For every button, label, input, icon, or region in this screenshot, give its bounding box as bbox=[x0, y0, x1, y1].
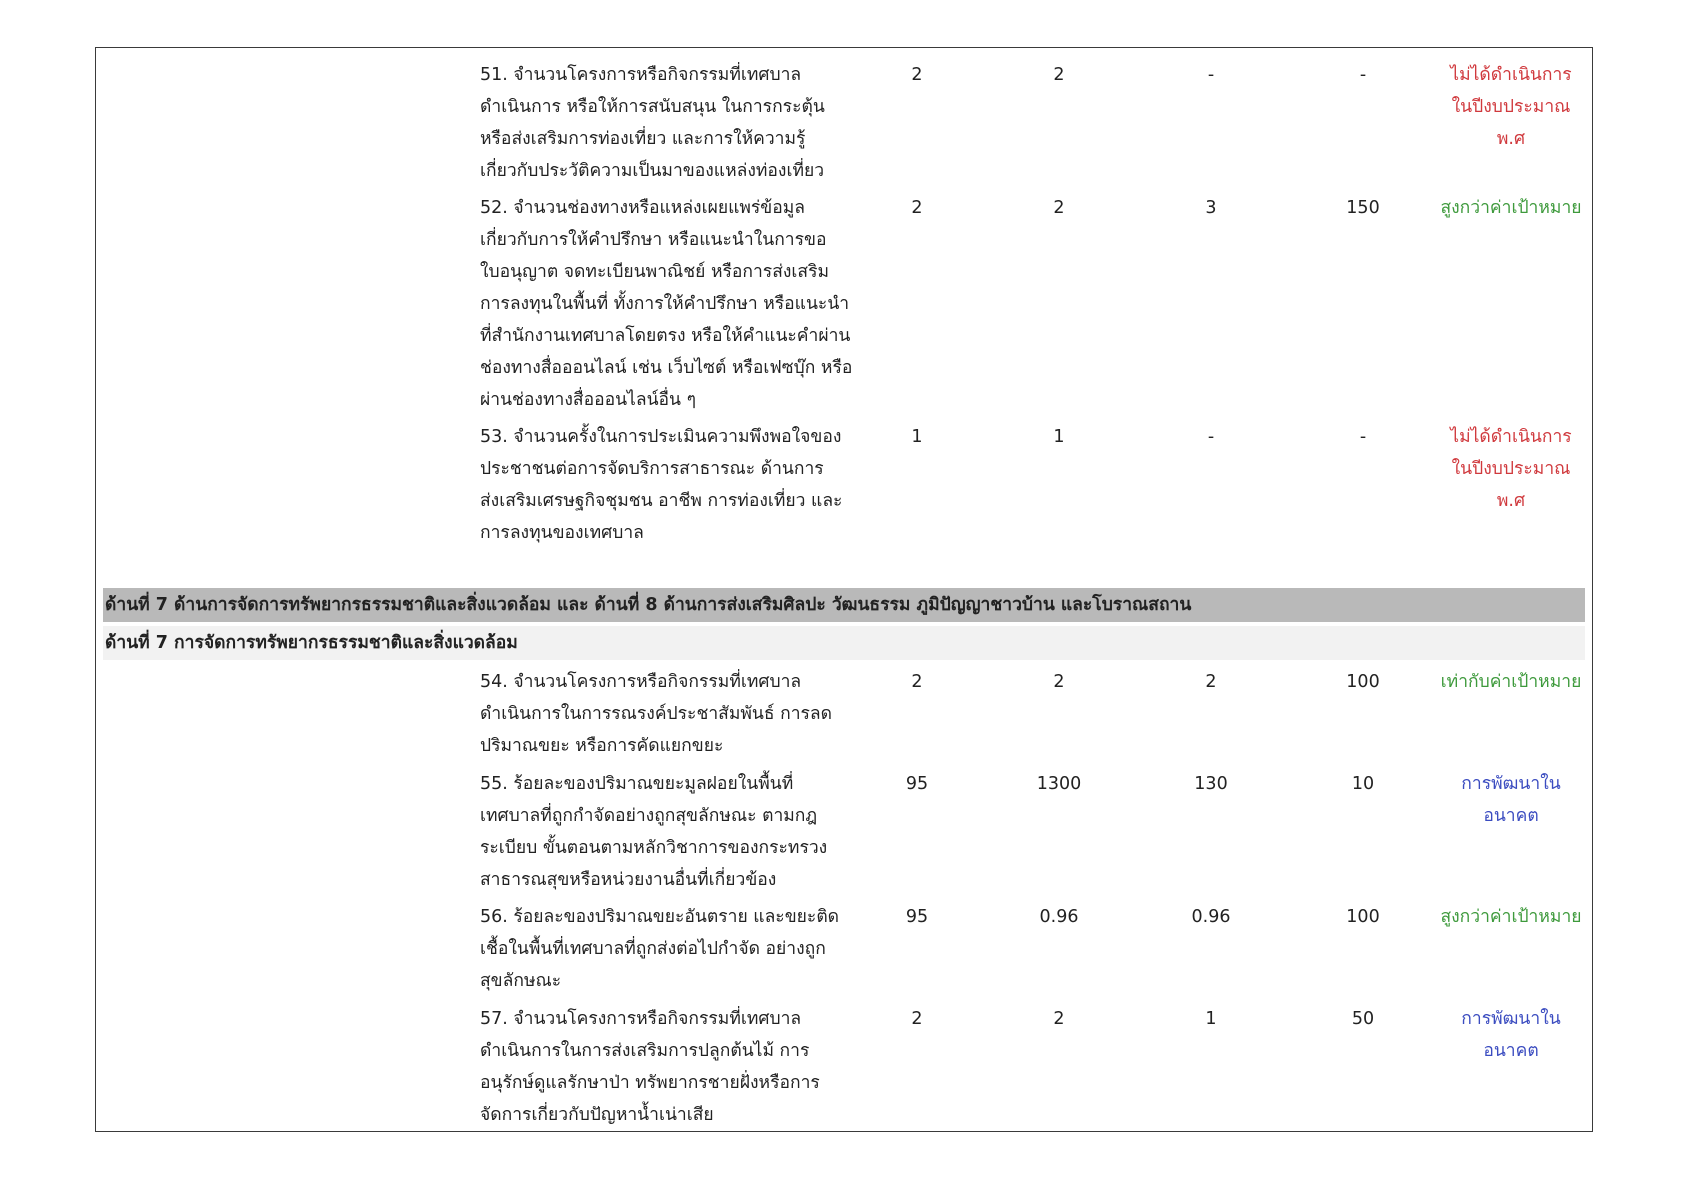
indicator-description: 54. จำนวนโครงการหรือกิจกรรมที่เทศบาล ดำเนินการในการรณรงค์ประชาสัมพันธ์ การลด ปริมาณขยะ หรือการคัดแยกขยะ bbox=[480, 672, 833, 756]
target-value: 95 bbox=[905, 907, 929, 927]
plan-value: 2 bbox=[1053, 672, 1065, 692]
result-value: 3 bbox=[1205, 198, 1217, 218]
plan-value: 0.96 bbox=[1039, 907, 1079, 927]
status-text: สูงกว่าค่าเป้าหมาย bbox=[1440, 198, 1582, 218]
percent-value: - bbox=[1359, 65, 1367, 85]
plan-value: 2 bbox=[1053, 198, 1065, 218]
table-row bbox=[96, 427, 1592, 543]
indicator-description: 52. จำนวนช่องทางหรือแหล่งเผยแพร่ข้อมูล เกี่ยวกับการให้คำปรึกษา หรือแนะนำในการขอ ใบอนุญาต จดทะเบียนพาณิชย์ หรือการส่งเสริม การลงทุนในพื้นที่ ทั้งการให้คำปรึกษา หรือแนะนำ ที่สำนักงานเทศบาลโดยตรง หรือให้คำแนะคำผ่าน ช่องทางสื่อออนไลน์ เช่น เว็บไซต์ หรือเฟซบุ๊ก หรือ ผ่านช่องทางสื่อออนไลน์อื่น ๆ bbox=[480, 198, 853, 410]
target-value: 2 bbox=[911, 198, 923, 218]
status-text: การพัฒนาใน อนาคต bbox=[1461, 774, 1561, 826]
plan-value: 2 bbox=[1053, 65, 1065, 85]
status-text: สูงกว่าค่าเป้าหมาย bbox=[1440, 907, 1582, 927]
result-value: 130 bbox=[1194, 774, 1228, 794]
indicator-description: 51. จำนวนโครงการหรือกิจกรรมที่เทศบาล ดำเนินการ หรือให้การสนับสนุน ในการกระตุ้น หรือส่งเสริมการท่องเที่ยว และการให้ความรู้ เกี่ยวกับประวัติความเป็นมาของแหล่งท่องเที่ยว bbox=[480, 65, 825, 181]
status-text: เท่ากับค่าเป้าหมาย bbox=[1440, 672, 1582, 692]
percent-value: - bbox=[1359, 427, 1367, 447]
result-value: 1 bbox=[1205, 1009, 1217, 1029]
percent-value: 10 bbox=[1351, 774, 1375, 794]
result-value: 2 bbox=[1205, 672, 1217, 692]
table-row bbox=[96, 907, 1592, 991]
indicator-description: 55. ร้อยละของปริมาณขยะมูลฝอยในพื้นที่ เทศบาลที่ถูกกำจัดอย่างถูกสุขลักษณะ ตามกฎ ระเบียบ ขั้นตอนตามหลักวิชาการของกระทรวง สาธารณสุขหรือหน่วยงานอื่นที่เกี่ยวข้อง bbox=[480, 774, 828, 890]
status-text: การพัฒนาใน อนาคต bbox=[1461, 1009, 1561, 1061]
table-row bbox=[96, 774, 1592, 890]
section-header: ด้านที่ 7 ด้านการจัดการทรัพยากรธรรมชาติและสิ่งแวดล้อม และ ด้านที่ 8 ด้านการส่งเสริมศิลปะ วัฒนธรรม ภูมิปัญญาชาวบ้าน และโบราณสถาน bbox=[103, 588, 1585, 622]
target-value: 95 bbox=[905, 774, 929, 794]
indicator-table bbox=[95, 47, 1593, 1132]
target-value: 2 bbox=[911, 672, 923, 692]
target-value: 2 bbox=[911, 1009, 923, 1029]
target-value: 2 bbox=[911, 65, 923, 85]
percent-value: 100 bbox=[1346, 907, 1380, 927]
table-row bbox=[96, 1009, 1592, 1125]
percent-value: 50 bbox=[1351, 1009, 1375, 1029]
status-text: ไม่ได้ดำเนินการ ในปีงบประมาณ พ.ศ bbox=[1450, 65, 1572, 149]
result-value: - bbox=[1207, 427, 1215, 447]
plan-value: 1 bbox=[1053, 427, 1065, 447]
result-value: 0.96 bbox=[1191, 907, 1231, 927]
table-row bbox=[96, 65, 1592, 181]
sub-section-header: ด้านที่ 7 การจัดการทรัพยากรธรรมชาติและสิ่งแวดล้อม bbox=[103, 626, 1585, 660]
indicator-description: 53. จำนวนครั้งในการประเมินความพึงพอใจของ ประชาชนต่อการจัดบริการสาธารณะ ด้านการ ส่งเสริมเศรษฐกิจชุมชน อาชีพ การท่องเที่ยว และ การลงทุนของเทศบาล bbox=[480, 427, 843, 543]
target-value: 1 bbox=[911, 427, 923, 447]
percent-value: 100 bbox=[1346, 672, 1380, 692]
plan-value: 1300 bbox=[1036, 774, 1082, 794]
table-row bbox=[96, 672, 1592, 756]
status-text: ไม่ได้ดำเนินการ ในปีงบประมาณ พ.ศ bbox=[1450, 427, 1572, 511]
indicator-description: 57. จำนวนโครงการหรือกิจกรรมที่เทศบาล ดำเนินการในการส่งเสริมการปลูกต้นไม้ การ อนุรักษ์ดูแลรักษาป่า ทรัพยากรชายฝั่งหรือการ จัดการเกี่ยวกับปัญหาน้ำเน่าเสีย bbox=[480, 1009, 820, 1125]
plan-value: 2 bbox=[1053, 1009, 1065, 1029]
result-value: - bbox=[1207, 65, 1215, 85]
table-row bbox=[96, 198, 1592, 410]
indicator-description: 56. ร้อยละของปริมาณขยะอันตราย และขยะติด เชื้อในพื้นที่เทศบาลที่ถูกส่งต่อไปกำจัด อย่างถูก สุขลักษณะ bbox=[480, 907, 840, 991]
percent-value: 150 bbox=[1346, 198, 1380, 218]
